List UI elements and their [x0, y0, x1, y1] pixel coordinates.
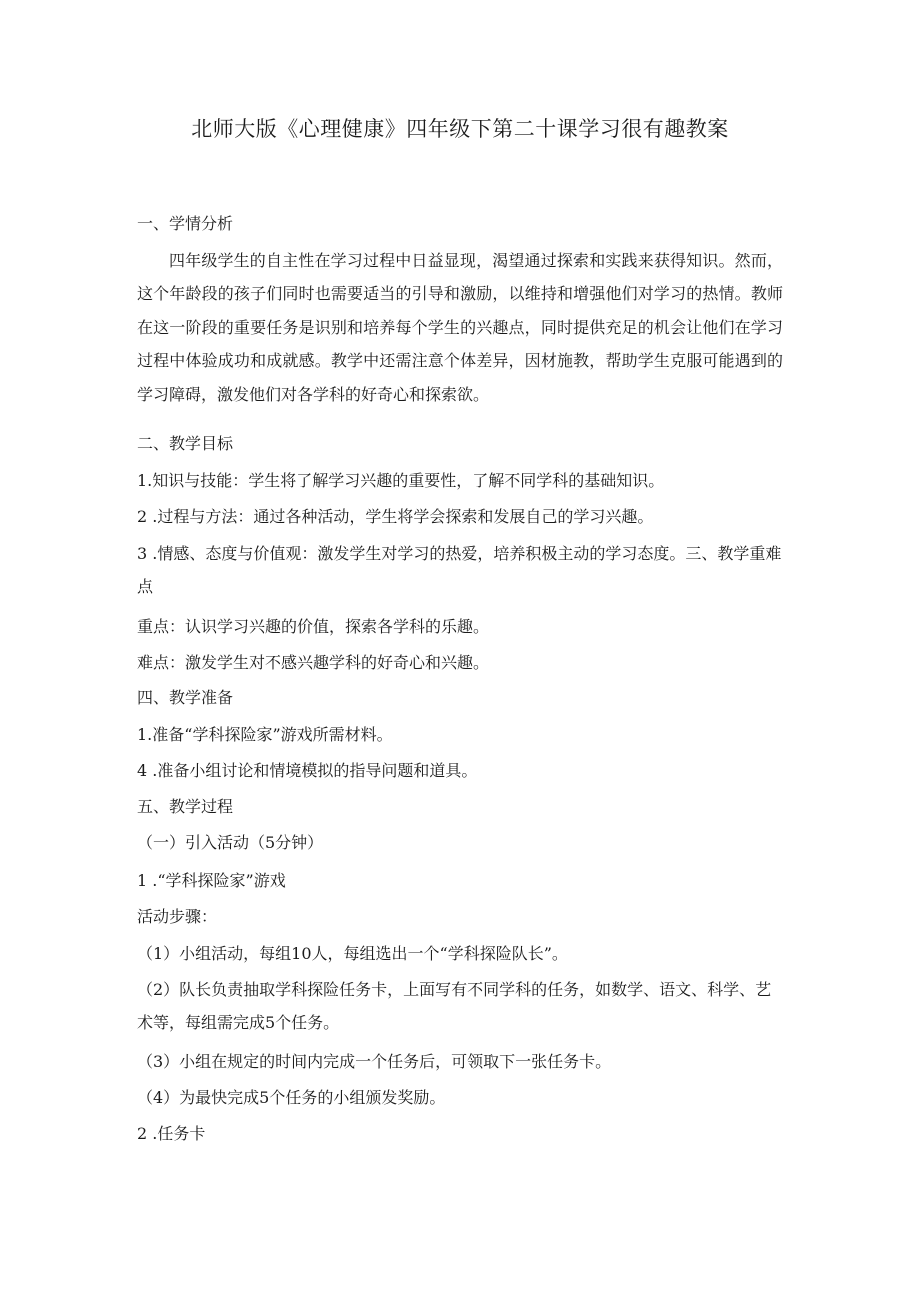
game-heading: 1 .“学科探险家”游戏: [137, 871, 286, 890]
activity-step-4: （4）为最快完成5个任务的小组颁发奖励。: [137, 1088, 446, 1107]
goal-emotion-attitude: 3 .情感、态度与价值观：激发学生对学习的热爱，培养积极主动的学习态度。三、教学重难点: [137, 544, 782, 597]
learning-analysis-paragraph: 四年级学生的自主性在学习过程中日益显现，渴望通过探索和实践来获得知识。然而，这个年龄段的孩子们同时也需要适当的引导和激励，以维持和增强他们对学习的热情。教师在这一阶段的重要任务是识别和培养每个学生的兴趣点，同时提供充足的机会让他们在学习过程中体验成功和成就感。教学中还需注意个体差异，因材施教，帮助学生克服可能遇到的学习障碍，激发他们对各学科的好奇心和探索欲。: [137, 251, 783, 404]
section-heading-teaching-process: 五、教学过程: [137, 797, 234, 816]
activity-steps-label: 活动步骤：: [137, 907, 218, 926]
activity-step-3: （3）小组在规定的时间内完成一个任务后，可领取下一张任务卡。: [137, 1052, 612, 1071]
goal-knowledge-skills: 1.知识与技能：学生将了解学习兴趣的重要性，了解不同学科的基础知识。: [137, 471, 665, 490]
activity-step-2: （2）队长负责抽取学科探险任务卡，上面写有不同学科的任务，如数学、语文、科学、艺术等，每组需完成5个任务。: [137, 980, 772, 1033]
section-heading-teaching-goals: 二、教学目标: [137, 434, 234, 453]
section-heading-learning-analysis: 一、学情分析: [137, 214, 234, 233]
task-card-heading: 2 .任务卡: [137, 1124, 206, 1143]
section-heading-teaching-prep: 四、教学准备: [137, 688, 234, 707]
goal-process-methods: 2 .过程与方法：通过各种活动，学生将学会探索和发展自己的学习兴趣。: [137, 507, 654, 526]
document-title: 北师大版《心理健康》四年级下第二十课学习很有趣教案: [191, 117, 729, 141]
prep-item-2: 4 .准备小组讨论和情境模拟的指导问题和道具。: [137, 761, 478, 780]
difficult-point: 难点：激发学生对不感兴趣学科的好奇心和兴趣。: [137, 653, 490, 672]
prep-item-1: 1.准备“学科探险家”游戏所需材料。: [137, 725, 393, 744]
sub-heading-intro-activity: （一）引入活动（5分钟）: [137, 833, 324, 852]
key-point: 重点：认识学习兴趣的价值，探索各学科的乐趣。: [137, 617, 490, 636]
activity-step-1: （1）小组活动，每组10人，每组选出一个“学科探险队长”。: [137, 944, 568, 963]
